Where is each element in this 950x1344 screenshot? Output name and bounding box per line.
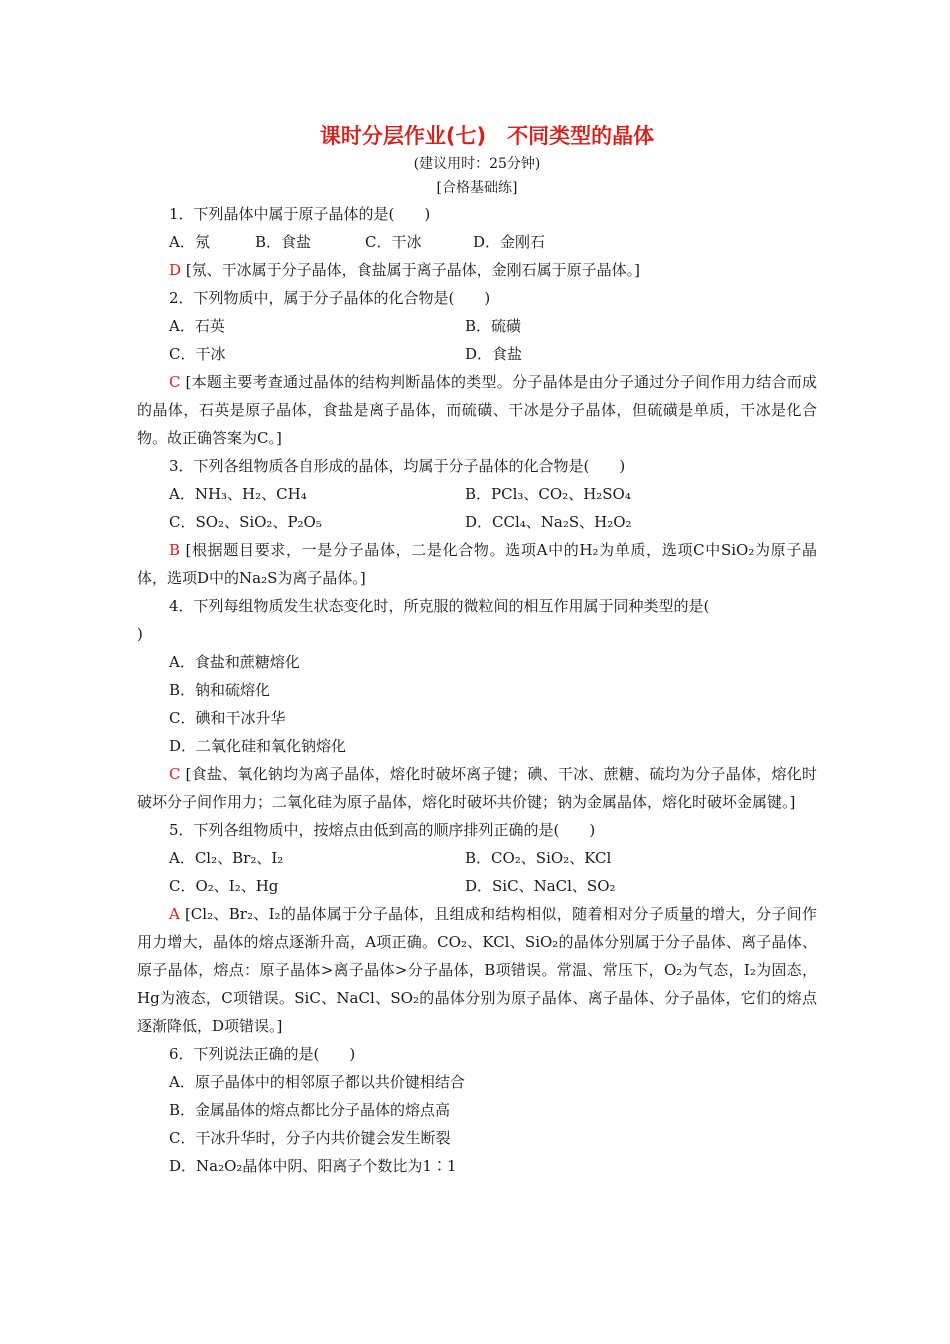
option-b: B．钠和硫熔化 [169, 681, 271, 699]
option-a: A．原子晶体中的相邻原子都以共价键相结合 [169, 1073, 465, 1091]
option-a: A．Cl₂、Br₂、I₂ [169, 849, 284, 867]
option-b: B．CO₂、SiO₂、KCl [465, 849, 612, 867]
answer-letter: B [169, 541, 181, 559]
question-5-options-row-2 [137, 872, 817, 900]
page-title: 课时分层作业(七) 不同类型的晶体 [319, 124, 655, 148]
option-c: C．干冰 [365, 233, 422, 251]
option-c: C．O₂、I₂、Hg [169, 877, 279, 895]
option-d: D．食盐 [465, 345, 523, 363]
question-5-stem: 5．下列各组物质中，按熔点由低到高的顺序排列正确的是( ) [169, 821, 596, 839]
option-a: A．氖 [169, 233, 210, 251]
question-1-answer [137, 256, 817, 284]
option-b: B．食盐 [255, 233, 312, 251]
question-2-answer [137, 368, 817, 452]
option-a: A．食盐和蔗糖熔化 [169, 653, 300, 671]
question-4-stem-end: ) [137, 625, 143, 643]
document-page [137, 120, 817, 1180]
option-b: B．PCl₃、CO₂、H₂SO₄ [465, 485, 631, 503]
question-3-options-row-1 [137, 480, 817, 508]
question-6-stem: 6．下列说法正确的是( ) [169, 1045, 356, 1063]
answer-explanation: [根据题目要求，一是分子晶体，二是化合物。选项A中的H₂为单质，选项C中SiO₂为原子晶体，选项D中的Na₂S为离子晶体。] [137, 541, 817, 587]
question-3-answer [137, 536, 817, 592]
option-b: B．金属晶体的熔点都比分子晶体的熔点高 [169, 1101, 451, 1119]
option-d: D．二氧化硅和氧化钠熔化 [169, 737, 347, 755]
answer-explanation: [氖、干冰属于分子晶体，食盐属于离子晶体，金刚石属于原子晶体。] [185, 261, 641, 279]
question-1-options [137, 228, 817, 256]
option-c: C．SO₂、SiO₂、P₂O₅ [169, 513, 322, 531]
question-5-options-row-1 [137, 844, 817, 872]
question-5-answer [137, 900, 817, 1040]
question-2-options-row-2 [137, 340, 817, 368]
answer-letter: C [169, 373, 181, 391]
question-4-answer [137, 760, 817, 816]
option-b: B．硫磺 [465, 317, 522, 335]
answer-explanation: [Cl₂、Br₂、I₂的晶体属于分子晶体，且组成和结构相似，随着相对分子质量的增大，分子间作用力增大，晶体的熔点逐渐升高，A项正确。CO₂、KCl、SiO₂的晶体分别属于分子晶体、离子晶体、原子晶体，熔点：原子晶体>离子晶体>分子晶体，B项错误。常温、常压下，O₂为气态，I₂为固态，Hg为液态，C项错误。SiC、NaCl、SO₂的晶体分别为原子晶体、离子晶体、分子晶体，它们的熔点逐渐降低，D项错误。] [137, 905, 817, 1035]
suggested-time: (建议用时：25分钟) [413, 156, 541, 172]
option-c: C．碘和干冰升华 [169, 709, 286, 727]
question-2-options-row-1 [137, 312, 817, 340]
answer-letter: C [169, 765, 181, 783]
option-d: D．SiC、NaCl、SO₂ [465, 877, 616, 895]
answer-letter: D [169, 261, 182, 279]
section-heading: [合格基础练] [436, 180, 518, 196]
option-c: C．干冰升华时，分子内共价键会发生断裂 [169, 1129, 451, 1147]
option-d: D．Na₂O₂晶体中阴、阳离子个数比为1∶1 [169, 1157, 457, 1175]
answer-explanation: [食盐、氧化钠均为离子晶体，熔化时破坏离子键；碘、干冰、蔗糖、硫均为分子晶体，熔化时破坏分子间作用力；二氧化硅为原子晶体，熔化时破坏共价键；钠为金属晶体，熔化时破坏金属键。] [137, 765, 817, 811]
answer-letter: A [169, 905, 180, 923]
answer-explanation: [本题主要考查通过晶体的结构判断晶体的类型。分子晶体是由分子通过分子间作用力结合而成的晶体，石英是原子晶体，食盐是离子晶体，而硫磺、干冰是分子晶体，但硫磺是单质，干冰是化合物。故正确答案为C。] [137, 373, 817, 447]
question-1-stem: 1．下列晶体中属于原子晶体的是( ) [169, 205, 431, 223]
question-4-stem: 4．下列每组物质发生状态变化时，所克服的微粒间的相互作用属于同种类型的是( [169, 597, 710, 615]
option-c: C．干冰 [169, 345, 226, 363]
option-d: D．CCl₄、Na₂S、H₂O₂ [465, 513, 632, 531]
option-a: A．NH₃、H₂、CH₄ [169, 485, 307, 503]
option-a: A．石英 [169, 317, 225, 335]
question-2-stem: 2．下列物质中，属于分子晶体的化合物是( ) [169, 289, 491, 307]
question-3-stem: 3．下列各组物质各自形成的晶体，均属于分子晶体的化合物是( ) [169, 457, 626, 475]
option-d: D．金刚石 [473, 233, 546, 251]
question-3-options-row-2 [137, 508, 817, 536]
